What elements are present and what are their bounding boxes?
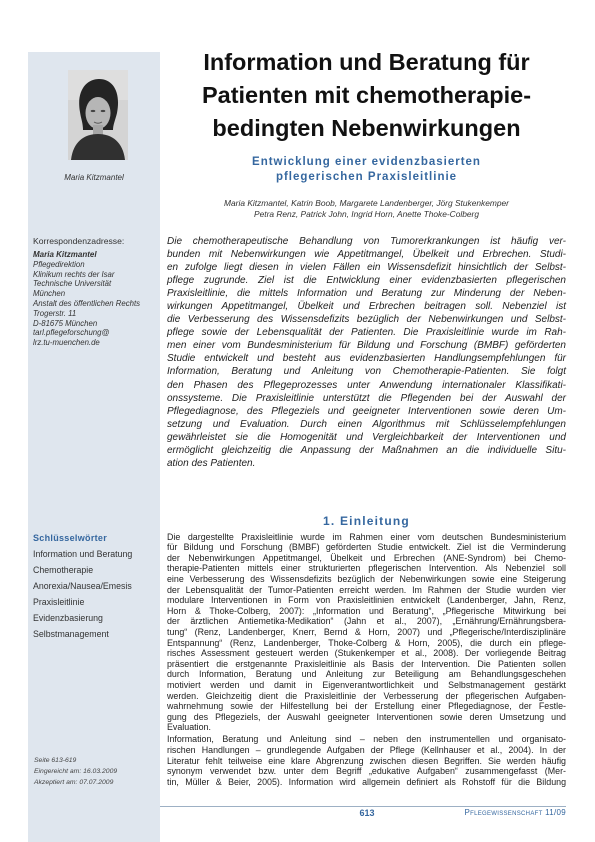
body-line: Information, Beratung und Anleitung sind – neben den instrumentellen und organisato- (167, 734, 566, 745)
body-line: gung des Pflegeziels, der Auswahl geeigneter Interventionen sowie deren Umsetzung und (167, 711, 566, 722)
abstract-line: die Verbesserung des Wissensdefizits bezüglich der Nebenwirkungen und Selbst- (167, 314, 566, 326)
abstract-line: ermöglicht gleichzeitig die Anpassung der Maßnahmen an die individuelle Situ- (167, 445, 566, 456)
keyword-item: Praxisleitlinie (33, 597, 85, 607)
address-line: D-81675 München (33, 318, 98, 328)
address-line: Technische Universität (33, 279, 112, 289)
keyword-item: Selbstmanagement (33, 629, 109, 639)
abstract-line: Pflegediagnose, des Pflegeziels und geeigneter Interventionen sowie deren Um- (167, 405, 566, 417)
keywords-list (33, 546, 158, 642)
body-line: für Bildung und Forschung (BMBF) geförderten Studie entwickelt. Ziel ist die Verminderung (167, 542, 566, 553)
abstract-line: men einer vom Bundesministerium für Bildung und Forschung (BMBF) geförderten (167, 340, 566, 352)
abstract-line: Studie entwickelt und besteht aus evidenzbasierten Handlungsempfehlungen für (167, 353, 566, 365)
body-line: rischen Handlungen – grundlegende Aufgaben der Pflege (Kellnhauser et al., 2004). In der (167, 744, 566, 755)
keyword-item: Chemotherapie (33, 565, 94, 575)
address-line: München (33, 289, 66, 299)
address-line: Trogerstr. 11 (33, 308, 77, 318)
body-line: risches Assessment gesteuert werden (Stukenkemper et al., 2008). Der vorliegende Beitrag (167, 648, 566, 659)
body-line: Literatur fehlt teilweise eine klare Abgrenzung zwischen diesen Begriffen. Sie werden häufig (167, 755, 566, 766)
body-line: durch Information, Beratung und Anleitung zur Beteiligung am Behandlungsgeschehen (167, 669, 566, 680)
abstract-line: ation des Patienten. (167, 458, 256, 470)
submission-info (34, 755, 159, 788)
abstract-line: Die chemotherapeutische Behandlung von Tumorerkrankungen ist häufig ver- (167, 235, 566, 247)
address-line: tarl.pflegeforschung@ (33, 328, 110, 338)
body-line: der Lebensqualität der Tumor-Patienten erreicht werden. Im Rahmen der Studie wurden vier (167, 584, 566, 595)
abstract-line: onssysteme. Die Praxisleitlinie unterstützt die Pflegenden bei der Auswahl der (167, 392, 566, 404)
body-line: der Nebenwirkungen Appetitmangel, Übelkeit und Erbrechen (ANE-Syndrom) bei Chemo- (167, 552, 566, 563)
article-subtitle (167, 155, 566, 185)
address-line: Klinikum rechts der Isar (33, 269, 115, 279)
body-line: therapie-Patienten mittels einer strukturierten pflegerischen Intervention. Als Nebenziel soll (167, 563, 566, 574)
keyword-item: Anorexia/Nausea/Emesis (33, 581, 132, 591)
keyword-item: Evidenzbasierung (33, 613, 103, 623)
submission-info-line: Eingereicht am: 16.03.2009 (34, 767, 118, 775)
submission-info-line: Akzeptiert am: 07.07.2009 (34, 778, 114, 786)
body-line: der ärztlichen Antiemetika-Medikation“ (Jahn et al., 2007), „Ernährung/Ernährungsbera- (167, 616, 566, 627)
author-photo (68, 70, 128, 160)
correspondence-address (33, 236, 158, 348)
body-line: tin, Müller & Beier, 2005). Information wird allgemein definiert als Rohstoff für die Bildung (167, 776, 566, 787)
title-line: Information und Beratung für (203, 48, 530, 75)
abstract-line: den Phasen des Pflegeprozesses unter Anwendung internationaler Klassifikati- (167, 379, 566, 391)
section-body (167, 532, 566, 788)
paragraph (167, 734, 566, 787)
body-line: synonym verwendet bzw. unter dem Begriff „edukative Aufgaben“ zusammengefasst (Mer- (167, 766, 566, 777)
body-line: Horn & Thoke-Colberg, 2007): „Information und Beratung“, „Pflegerische Mitwirkung bei (167, 605, 566, 616)
body-line: modulare Interventionen in Form von Praxisleitlinien entwickelt (Landenberger, Jahn, Renz, (167, 595, 566, 606)
section-heading: 1. Einleitung (323, 514, 410, 528)
keyword-item: Information und Beratung (33, 549, 133, 559)
article-title (167, 46, 566, 145)
body-line: wahrnehmung sowie der Hilfestellung bei der Erstellung einer Pflegediagnose, der Festle- (167, 701, 566, 712)
abstract-line: gewährleistet sie die Homogenität und Vergleichbarkeit der Interventionen und (167, 431, 566, 443)
address-line: lrz.tu-muenchen.de (33, 338, 100, 348)
abstract-line: wirkungen Appetitmangel, Übelkeit und Erbrechen beitragen soll. Nebenziel ist (167, 300, 566, 312)
body-line: motiviert werden und damit in Eigenverantwortlichkeit und Selbstmanagement gestärkt (167, 680, 566, 690)
author-line: Maria Kitzmantel, Katrin Boob, Margarete Landenberger, Jörg Stukenkemper (224, 197, 509, 208)
body-line: präsentiert die erstgenannte Praxisleitlinie als Basis der Intervention. Die Patienten sollen (167, 658, 566, 669)
journal-issue: Pflegewissenschaft 11/09 (464, 808, 566, 817)
abstract-line: Praxisleitlinie, die mittels Information und Beratung zur Minderung der Neben- (167, 287, 566, 299)
correspondence-label: Korrespondenzadresse: (33, 236, 125, 246)
author-list (167, 198, 566, 220)
abstract-line: pflege sowie der Lebensqualität der Patienten. Die Praxisleitlinie wurde im Rah- (167, 327, 566, 339)
submission-info-line: Seite 613-619 (34, 756, 77, 764)
body-line: werden. Gleichzeitig dient die Praxisleitlinie der Verbesserung der pflegerischen Aufgaben- (167, 690, 566, 701)
sidebar (28, 52, 160, 842)
abstract-line: setzung und Evaluation. Durch einen Algorithmus mit Schlüsselempfehlungen (167, 418, 566, 430)
subtitle-line: pflegerischen Praxisleitlinie (275, 170, 458, 183)
address-lines (33, 260, 158, 348)
title-line: bedingten Nebenwirkungen (212, 114, 521, 141)
subtitle-line: Entwicklung einer evidenzbasierten (252, 155, 481, 168)
address-line: Anstalt des öffentlichen Rechts (33, 298, 141, 308)
keywords-heading: Schlüsselwörter (33, 533, 108, 543)
body-line: Entspannung“ (Renz, Landenberger, Thoke-Colberg & Horn, 2005), die durch ein pflege- (167, 637, 566, 648)
abstract-line: Information, Beratung und Anleitung von Chemotherapie-Patienten. Sie folgt (167, 366, 566, 378)
body-line: eine Verbesserung des Wissensdefizits bezüglich der Nebenwirkungen sowie eine Steigerung (167, 574, 566, 585)
abstract (167, 235, 566, 471)
paragraph (167, 532, 566, 733)
page-number: 613 (359, 808, 375, 818)
address-line: Pflegedirektion (33, 259, 85, 269)
author-line: Petra Renz, Patrick John, Ingrid Horn, Anette Thoke-Colberg (254, 208, 479, 219)
body-line: tung“ (Renz, Landenberger, Knerr, Bernd & Horn, 2007) und „Pflegerische/Interdisziplinäre (167, 627, 566, 638)
body-line: Evaluation. (167, 722, 211, 733)
photo-caption: Maria Kitzmantel (64, 173, 124, 182)
abstract-line: bunden mit Nebenwirkungen wie Appetitmangel, Übelkeit und Erbrechen. Studi- (167, 248, 566, 260)
abstract-line: pflege zugrunde. Ziel ist die Entwicklung einer evidenzbasierten pflegerischen (167, 274, 566, 286)
correspondence-name: Maria Kitzmantel (33, 250, 97, 259)
body-line: Die dargestellte Praxisleitlinie wurde im Rahmen einer vom deutschen Bundesministerium (167, 531, 566, 542)
abstract-line: en zufolge liegt diesen in vielen Fällen ein Wissensdefizit hinsichtlich der Selbst- (167, 261, 566, 273)
title-line: Patienten mit chemotherapie- (201, 81, 532, 108)
